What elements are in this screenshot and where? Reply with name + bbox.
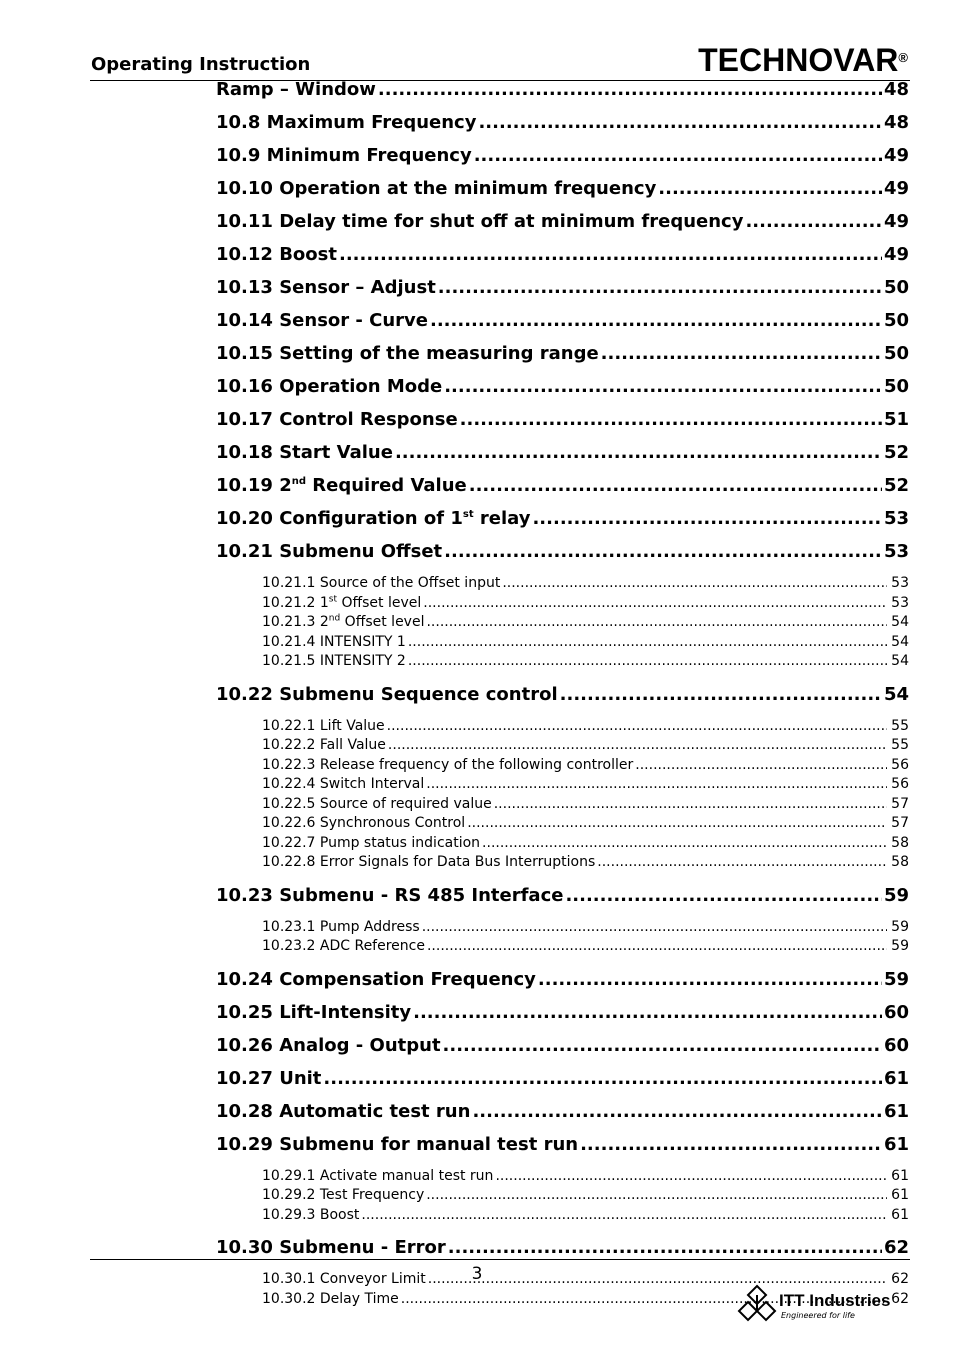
toc-subsection-entry[interactable] <box>262 574 909 594</box>
toc-leader-dots <box>478 112 882 134</box>
toc-page-number: 61 <box>891 1187 909 1203</box>
toc-section-entry[interactable] <box>216 508 908 541</box>
registered-mark: ® <box>898 50 908 65</box>
toc-entry-label: 10.21.3 2nd Offset level <box>262 613 425 630</box>
toc-page-number: 59 <box>884 968 910 990</box>
toc-page-number: 53 <box>891 594 909 611</box>
toc-leader-dots <box>408 652 887 671</box>
toc-leader-dots <box>378 79 882 101</box>
toc-section-entry[interactable] <box>216 409 908 442</box>
toc-page-number: 58 <box>891 854 909 870</box>
toc-entry-label: 10.27 Unit <box>216 1067 322 1089</box>
toc-leader-dots <box>560 684 882 706</box>
toc-entry-label: 10.22.6 Synchronous Control <box>262 815 466 831</box>
toc-entry-label: 10.22 Submenu Sequence control <box>216 683 558 705</box>
toc-page-number: 59 <box>891 918 909 935</box>
toc-entry-label: 10.10 Operation at the minimum frequency <box>216 178 657 199</box>
toc-page-number: 55 <box>891 717 909 734</box>
toc-leader-dots <box>580 1134 882 1156</box>
toc-section-entry[interactable] <box>216 541 908 574</box>
toc-page-number: 50 <box>884 310 910 331</box>
itt-emblem-icon <box>737 1283 777 1323</box>
toc-section-entry[interactable] <box>216 1134 908 1167</box>
toc-page-number: 54 <box>891 614 909 630</box>
toc-page-number: 59 <box>891 938 909 954</box>
toc-entry-label: 10.15 Setting of the measuring range <box>216 343 599 364</box>
toc-page-number: 60 <box>884 1034 910 1056</box>
toc-leader-dots <box>323 1068 882 1090</box>
toc-section-entry[interactable] <box>216 178 908 211</box>
toc-page-number: 61 <box>884 1067 910 1089</box>
toc-subsection-entry[interactable] <box>262 937 909 957</box>
toc-entry-label: 10.12 Boost <box>216 244 337 265</box>
toc-leader-dots <box>658 178 882 200</box>
toc-subsection-entry[interactable] <box>262 652 909 672</box>
toc-page-number: 49 <box>884 211 910 232</box>
toc-section-entry[interactable] <box>216 79 908 112</box>
itt-industries-logo <box>737 1283 897 1323</box>
toc-page-number: 53 <box>884 541 910 562</box>
toc-group-spacer <box>216 672 908 684</box>
toc-entry-label: 10.29.1 Activate manual test run <box>262 1167 494 1184</box>
toc-page-number: 50 <box>884 277 910 298</box>
toc-entry-label: 10.30.1 Conveyor Limit <box>262 1271 426 1287</box>
toc-leader-dots <box>448 1237 882 1259</box>
toc-page-number: 61 <box>891 1206 909 1223</box>
toc-leader-dots <box>423 594 887 613</box>
toc-section-entry[interactable] <box>216 310 908 343</box>
toc-page-number: 54 <box>891 633 909 650</box>
toc-subsection-entry[interactable] <box>262 594 909 614</box>
document-title: Operating Instruction <box>91 54 311 75</box>
toc-page-number: 54 <box>884 683 910 705</box>
toc-entry-label: 10.26 Analog - Output <box>216 1034 441 1056</box>
toc-page-number: 61 <box>884 1100 910 1122</box>
toc-group-spacer <box>216 873 908 885</box>
toc-leader-dots <box>426 775 887 794</box>
toc-leader-dots <box>339 244 882 266</box>
toc-subsection-entry[interactable] <box>262 613 909 633</box>
toc-entry-label: 10.22.2 Fall Value <box>262 737 386 753</box>
toc-entry-label: 10.30 Submenu - Error <box>216 1237 446 1258</box>
toc-page-number: 50 <box>884 376 910 397</box>
toc-page-number: 48 <box>884 112 910 133</box>
toc-leader-dots <box>361 1206 887 1225</box>
toc-entry-label: 10.23 Submenu - RS 485 Interface <box>216 884 564 906</box>
toc-page-number: 55 <box>891 737 909 753</box>
toc-entry-label: 10.28 Automatic test run <box>216 1100 471 1122</box>
toc-entry-label: 10.24 Compensation Frequency <box>216 968 536 990</box>
toc-entry-label: 10.8 Maximum Frequency <box>216 112 477 133</box>
toc-group-spacer <box>216 1225 908 1237</box>
toc-entry-label: 10.20 Configuration of 1st relay <box>216 508 531 529</box>
page-header <box>90 44 910 81</box>
toc-section-entry[interactable] <box>216 1002 908 1035</box>
toc-section-entry[interactable] <box>216 112 908 145</box>
toc-subsection-entry[interactable] <box>262 918 909 938</box>
toc-leader-dots <box>472 1101 882 1123</box>
toc-leader-dots <box>565 885 882 907</box>
toc-leader-dots <box>635 756 887 775</box>
toc-page-number: 52 <box>884 475 910 496</box>
toc-leader-dots <box>538 969 882 991</box>
toc-page-number: 50 <box>884 343 910 364</box>
company-name: ITT Industries <box>779 1291 891 1310</box>
toc-subsection-entry[interactable] <box>262 633 909 653</box>
page-number: 3 <box>471 1264 483 1284</box>
toc-leader-dots <box>495 1167 887 1186</box>
toc-section-entry[interactable] <box>216 1101 908 1134</box>
toc-section-entry[interactable] <box>216 885 908 918</box>
toc-leader-dots <box>422 918 887 937</box>
toc-section-entry[interactable] <box>216 244 908 277</box>
toc-entry-label: 10.21.1 Source of the Offset input <box>262 575 501 591</box>
toc-subsection-entry[interactable] <box>262 1206 909 1226</box>
toc-leader-dots <box>408 633 887 652</box>
toc-page-number: 54 <box>891 653 909 669</box>
toc-leader-dots <box>427 937 887 956</box>
toc-page-number: 49 <box>884 145 910 166</box>
toc-section-entry[interactable] <box>216 475 908 508</box>
toc-page-number: 52 <box>884 442 910 463</box>
toc-entry-label: 10.13 Sensor – Adjust <box>216 277 436 298</box>
toc-section-entry[interactable] <box>216 145 908 178</box>
toc-leader-dots <box>460 409 882 431</box>
toc-leader-dots <box>388 736 887 755</box>
toc-entry-label: 10.17 Control Response <box>216 409 458 430</box>
toc-leader-dots <box>430 310 882 332</box>
toc-page-number: 62 <box>891 1290 909 1307</box>
toc-leader-dots <box>426 613 887 632</box>
toc-entry-label: 10.21 Submenu Offset <box>216 541 443 562</box>
toc-page-number: 49 <box>884 244 910 265</box>
toc-entry-label: 10.14 Sensor - Curve <box>216 310 428 331</box>
toc-entry-label: 10.18 Start Value <box>216 442 393 463</box>
toc-entry-label: 10.22.5 Source of required value <box>262 795 492 812</box>
toc-page-number: 62 <box>891 1271 909 1287</box>
toc-leader-dots <box>601 343 882 365</box>
toc-section-entry[interactable] <box>216 1035 908 1068</box>
toc-leader-dots <box>494 795 887 814</box>
toc-subsection-entry[interactable] <box>262 1186 909 1206</box>
toc-entry-label: 10.25 Lift-Intensity <box>216 1001 412 1023</box>
toc-entry-label: 10.21.5 INTENSITY 2 <box>262 653 406 669</box>
toc-page-number: 49 <box>884 178 910 199</box>
toc-entry-label: 10.22.1 Lift Value <box>262 717 385 734</box>
toc-page-number: 57 <box>891 795 909 812</box>
company-tagline: Engineered for life <box>781 1311 855 1320</box>
toc-leader-dots <box>444 541 882 563</box>
toc-section-entry[interactable] <box>216 1068 908 1101</box>
toc-page-number: 53 <box>891 575 909 591</box>
toc-leader-dots <box>443 1035 882 1057</box>
toc-page-number: 53 <box>884 508 910 529</box>
toc-entry-label: 10.29.2 Test Frequency <box>262 1187 425 1203</box>
toc-section-entry[interactable] <box>216 684 908 717</box>
toc-entry-label: 10.29.3 Boost <box>262 1206 360 1223</box>
toc-entry-label: 10.22.7 Pump status indication <box>262 834 481 851</box>
toc-page-number: 58 <box>891 834 909 851</box>
toc-entry-label: 10.21.2 1st Offset level <box>262 593 422 611</box>
toc-page-number: 56 <box>891 756 909 773</box>
toc-entry-label: 10.23.2 ADC Reference <box>262 938 425 954</box>
toc-entry-label: Ramp – Window <box>216 79 376 100</box>
toc-page-number: 59 <box>884 884 910 906</box>
toc-entry-label: 10.30.2 Delay Time <box>262 1290 399 1307</box>
toc-leader-dots <box>474 145 882 167</box>
toc-page-number: 48 <box>884 79 910 100</box>
toc-leader-dots <box>444 376 882 398</box>
toc-section-entry[interactable] <box>216 969 908 1002</box>
toc-section-entry[interactable] <box>216 376 908 409</box>
toc-subsection-entry[interactable] <box>262 756 909 776</box>
toc-entry-label: 10.23.1 Pump Address <box>262 918 420 935</box>
toc-section-entry[interactable] <box>216 442 908 475</box>
toc-entry-label: 10.29 Submenu for manual test run <box>216 1133 579 1155</box>
toc-entry-label: 10.22.8 Error Signals for Data Bus Interruptions <box>262 854 596 870</box>
table-of-contents <box>216 79 908 1321</box>
toc-section-entry[interactable] <box>216 211 908 244</box>
toc-entry-label: 10.16 Operation Mode <box>216 376 443 397</box>
brand-name: TECHNOVAR <box>698 42 899 78</box>
toc-subsection-entry[interactable] <box>262 795 909 815</box>
toc-leader-dots <box>395 442 882 464</box>
toc-section-entry[interactable] <box>216 277 908 310</box>
toc-leader-dots <box>438 277 882 299</box>
toc-subsection-entry[interactable] <box>262 775 909 795</box>
toc-leader-dots <box>413 1002 882 1024</box>
toc-page-number: 61 <box>884 1133 910 1155</box>
toc-leader-dots <box>469 475 882 497</box>
toc-section-entry[interactable] <box>216 343 908 376</box>
technovar-logo <box>698 44 908 76</box>
toc-subsection-entry[interactable] <box>262 717 909 737</box>
toc-page-number: 51 <box>884 409 910 430</box>
toc-leader-dots <box>426 1186 887 1205</box>
toc-entry-label: 10.21.4 INTENSITY 1 <box>262 633 406 650</box>
toc-leader-dots <box>502 574 887 593</box>
toc-subsection-entry[interactable] <box>262 853 909 873</box>
toc-leader-dots <box>597 853 887 872</box>
footer-divider <box>90 1259 910 1260</box>
toc-page-number: 62 <box>884 1237 910 1258</box>
toc-subsection-entry[interactable] <box>262 1167 909 1187</box>
toc-page-number: 57 <box>891 815 909 831</box>
toc-entry-label: 10.9 Minimum Frequency <box>216 145 472 166</box>
toc-leader-dots <box>532 508 882 530</box>
toc-leader-dots <box>387 717 887 736</box>
toc-entry-label: 10.22.3 Release frequency of the following controller <box>262 756 634 773</box>
toc-leader-dots <box>467 814 887 833</box>
toc-leader-dots <box>482 834 887 853</box>
toc-group-spacer <box>216 957 908 969</box>
toc-page-number: 60 <box>884 1001 910 1023</box>
toc-subsection-entry[interactable] <box>262 834 909 854</box>
toc-entry-label: 10.11 Delay time for shut off at minimum frequency <box>216 211 744 232</box>
toc-subsection-entry[interactable] <box>262 736 909 756</box>
toc-page-number: 56 <box>891 776 909 792</box>
toc-entry-label: 10.19 2nd Required Value <box>216 475 467 496</box>
toc-subsection-entry[interactable] <box>262 814 909 834</box>
toc-leader-dots <box>745 211 882 233</box>
toc-page-number: 61 <box>891 1167 909 1184</box>
toc-entry-label: 10.22.4 Switch Interval <box>262 776 425 792</box>
